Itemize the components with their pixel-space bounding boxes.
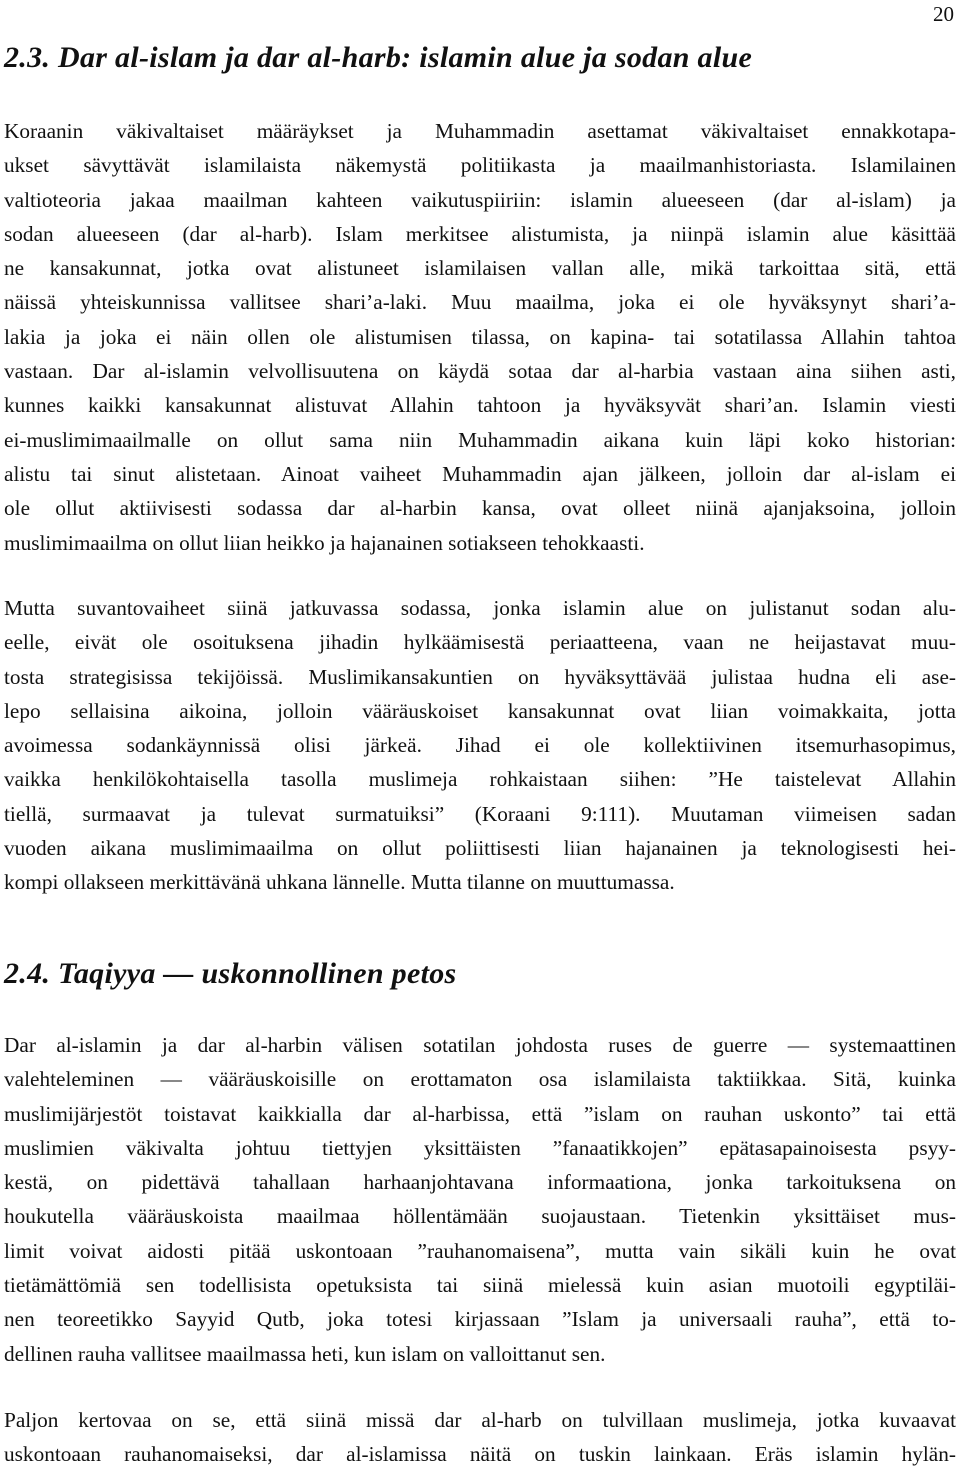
text-line: lakia ja joka ei näin ollen ole alistumisen tilassa, on kapina- tai sotatilassa Allahin tahtoa [4, 324, 956, 349]
text-line: sodan alueeseen (dar al-harb). Islam merkitsee alistumista, ja niinpä islamin alue käsittää [4, 221, 956, 246]
text-line: tietämättömiä sen todellisista opetuksista tai siinä mielessä kuin asian muotoili egyptiläi- [4, 1273, 956, 1298]
text-line: näissä yhteiskunnissa vallitsee shari’a-laki. Muu maailma, joka ei ole hyväksynyt shari’a- [4, 290, 956, 315]
text-line: dellinen rauha vallitsee maailmassa heti, kun islam on valloittanut sen. [4, 1341, 606, 1366]
text-line: Mutta suvantovaiheet siinä jatkuvassa sodassa, jonka islamin alue on julistanut sodan alu- [4, 596, 956, 620]
text-line: eelle, eivät ole osoituksena jihadin hylkäämisestä periaatteena, vaan ne heijastavat muu- [4, 630, 956, 655]
text-line: Koraanin väkivaltaiset määräykset ja Muhammadin asettamat väkivaltaiset ennakkotapa- [4, 119, 956, 143]
text-line: kunnes kaikki kansakunnat alistuvat Allahin tahtoon ja hyväksyvät shari’an. Islamin viesti [4, 393, 956, 418]
text-line: ole ollut aktiivisesti sodassa dar al-harbin kansa, ovat olleet niinä ajanjaksoina, jolloin [4, 496, 956, 521]
text-line: muslimimaailma on ollut liian heikko ja hajanainen sotiakseen tehokkaasti. [4, 530, 645, 555]
text-line: ukset sävyttävät islamilaista näkemystä politiikasta ja maailmanhistoriasta. Islamilainen [4, 153, 956, 178]
text-line: ei-muslimimaailmalle on ollut sama niin Muhammadin aikana kuin läpi koko historian: [4, 427, 956, 452]
text-line: muslimien väkivalta johtuu tiettyjen yksittäisten ”fanaatikkojen” epätasapainoisesta psyy- [4, 1135, 956, 1160]
text-line: vaikka henkilökohtaisella tasolla muslimeja rohkaistaan siihen: ”He taistelevat Allahin [4, 767, 956, 792]
text-line: kompi ollakseen merkittävänä uhkana lännelle. Mutta tilanne on muuttumassa. [4, 870, 675, 895]
text-line: uskontoaan rauhanomaiseksi, dar al-islamissa näitä on tuskin lainkaan. Eräs islamin hylän- [4, 1442, 956, 1467]
text-line: valtioteoria jakaa maailman kahteen vaikutuspiiriin: islamin alueeseen (dar al-islam) ja [4, 187, 956, 212]
text-line: nen teoreetikko Sayyid Qutb, joka totesi kirjassaan ”Islam ja universaali rauha”, että to- [4, 1307, 956, 1332]
text-line: vastaan. Dar al-islamin velvollisuutena on käydä sotaa dar al-harbia vastaan aina siihen asti, [4, 359, 956, 384]
page-number: 20 [933, 2, 954, 26]
paragraph [4, 1403, 956, 1472]
text-line: valehteleminen — vääräuskoisille on erottamaton osa islamilaista taktiikkaa. Sitä, kuinka [4, 1067, 956, 1092]
text-line: muslimijärjestöt toistavat kaikkialla dar al-harbissa, että ”islam on rauhan uskonto” tai että [4, 1101, 956, 1126]
text-line: avoimessa sodankäynnissä olisi järkeä. Jihad ei ole kollektiivinen itsemurhasopimus, [4, 733, 956, 758]
paragraph [4, 591, 956, 900]
paragraph [4, 1028, 956, 1371]
text-line: tosta strategisissa tekijöissä. Muslimikansakuntien on hyväksyttävää julistaa hudna eli ase- [4, 664, 956, 689]
text-line: houkutella vääräuskoista maailmaa höllentämään suojaustaan. Tietenkin yksittäiset mus- [4, 1204, 956, 1229]
text-line: alistu tai sinut alistetaan. Ainoat vaiheet Muhammadin ajan jälkeen, jolloin dar al-islam ei [4, 461, 956, 486]
text-line: Dar al-islamin ja dar al-harbin välisen sotatilan johdosta ruses de guerre — systemaattinen [4, 1033, 956, 1057]
text-line: kestä, on pidettävä tahallaan harhaanjohtavana informaationa, jonka tarkoituksena on [4, 1170, 956, 1195]
text-line: limit voivat aidosti pitää uskontoaan ”rauhanomaisena”, mutta vain sikäli kuin he ovat [4, 1238, 956, 1263]
text-line: vuoden aikana muslimimaailma on ollut poliittisesti liian hajanainen ja teknologisesti hei- [4, 836, 956, 861]
text-line: tiellä, surmaavat ja tulevat surmatuiksi” (Koraani 9:111). Muutaman viimeisen sadan [4, 801, 956, 826]
text-line: lepo sellaisina aikoina, jolloin vääräuskoiset kansakunnat ovat liian voimakkaita, jotta [4, 698, 956, 723]
section-heading-2-3: 2.3. Dar al-islam ja dar al-harb: islamin alue ja sodan alue [4, 41, 753, 74]
text-line: Paljon kertovaa on se, että siinä missä dar al-harb on tulvillaan muslimeja, jotka kuvaavat [4, 1408, 956, 1432]
text-line: ne kansakunnat, jotka ovat alistuneet islamilaisen vallan alle, mikä tarkoittaa sitä, että [4, 256, 956, 281]
paragraph [4, 114, 956, 560]
section-heading-2-4: 2.4. Taqiyya — uskonnollinen petos [4, 957, 457, 990]
